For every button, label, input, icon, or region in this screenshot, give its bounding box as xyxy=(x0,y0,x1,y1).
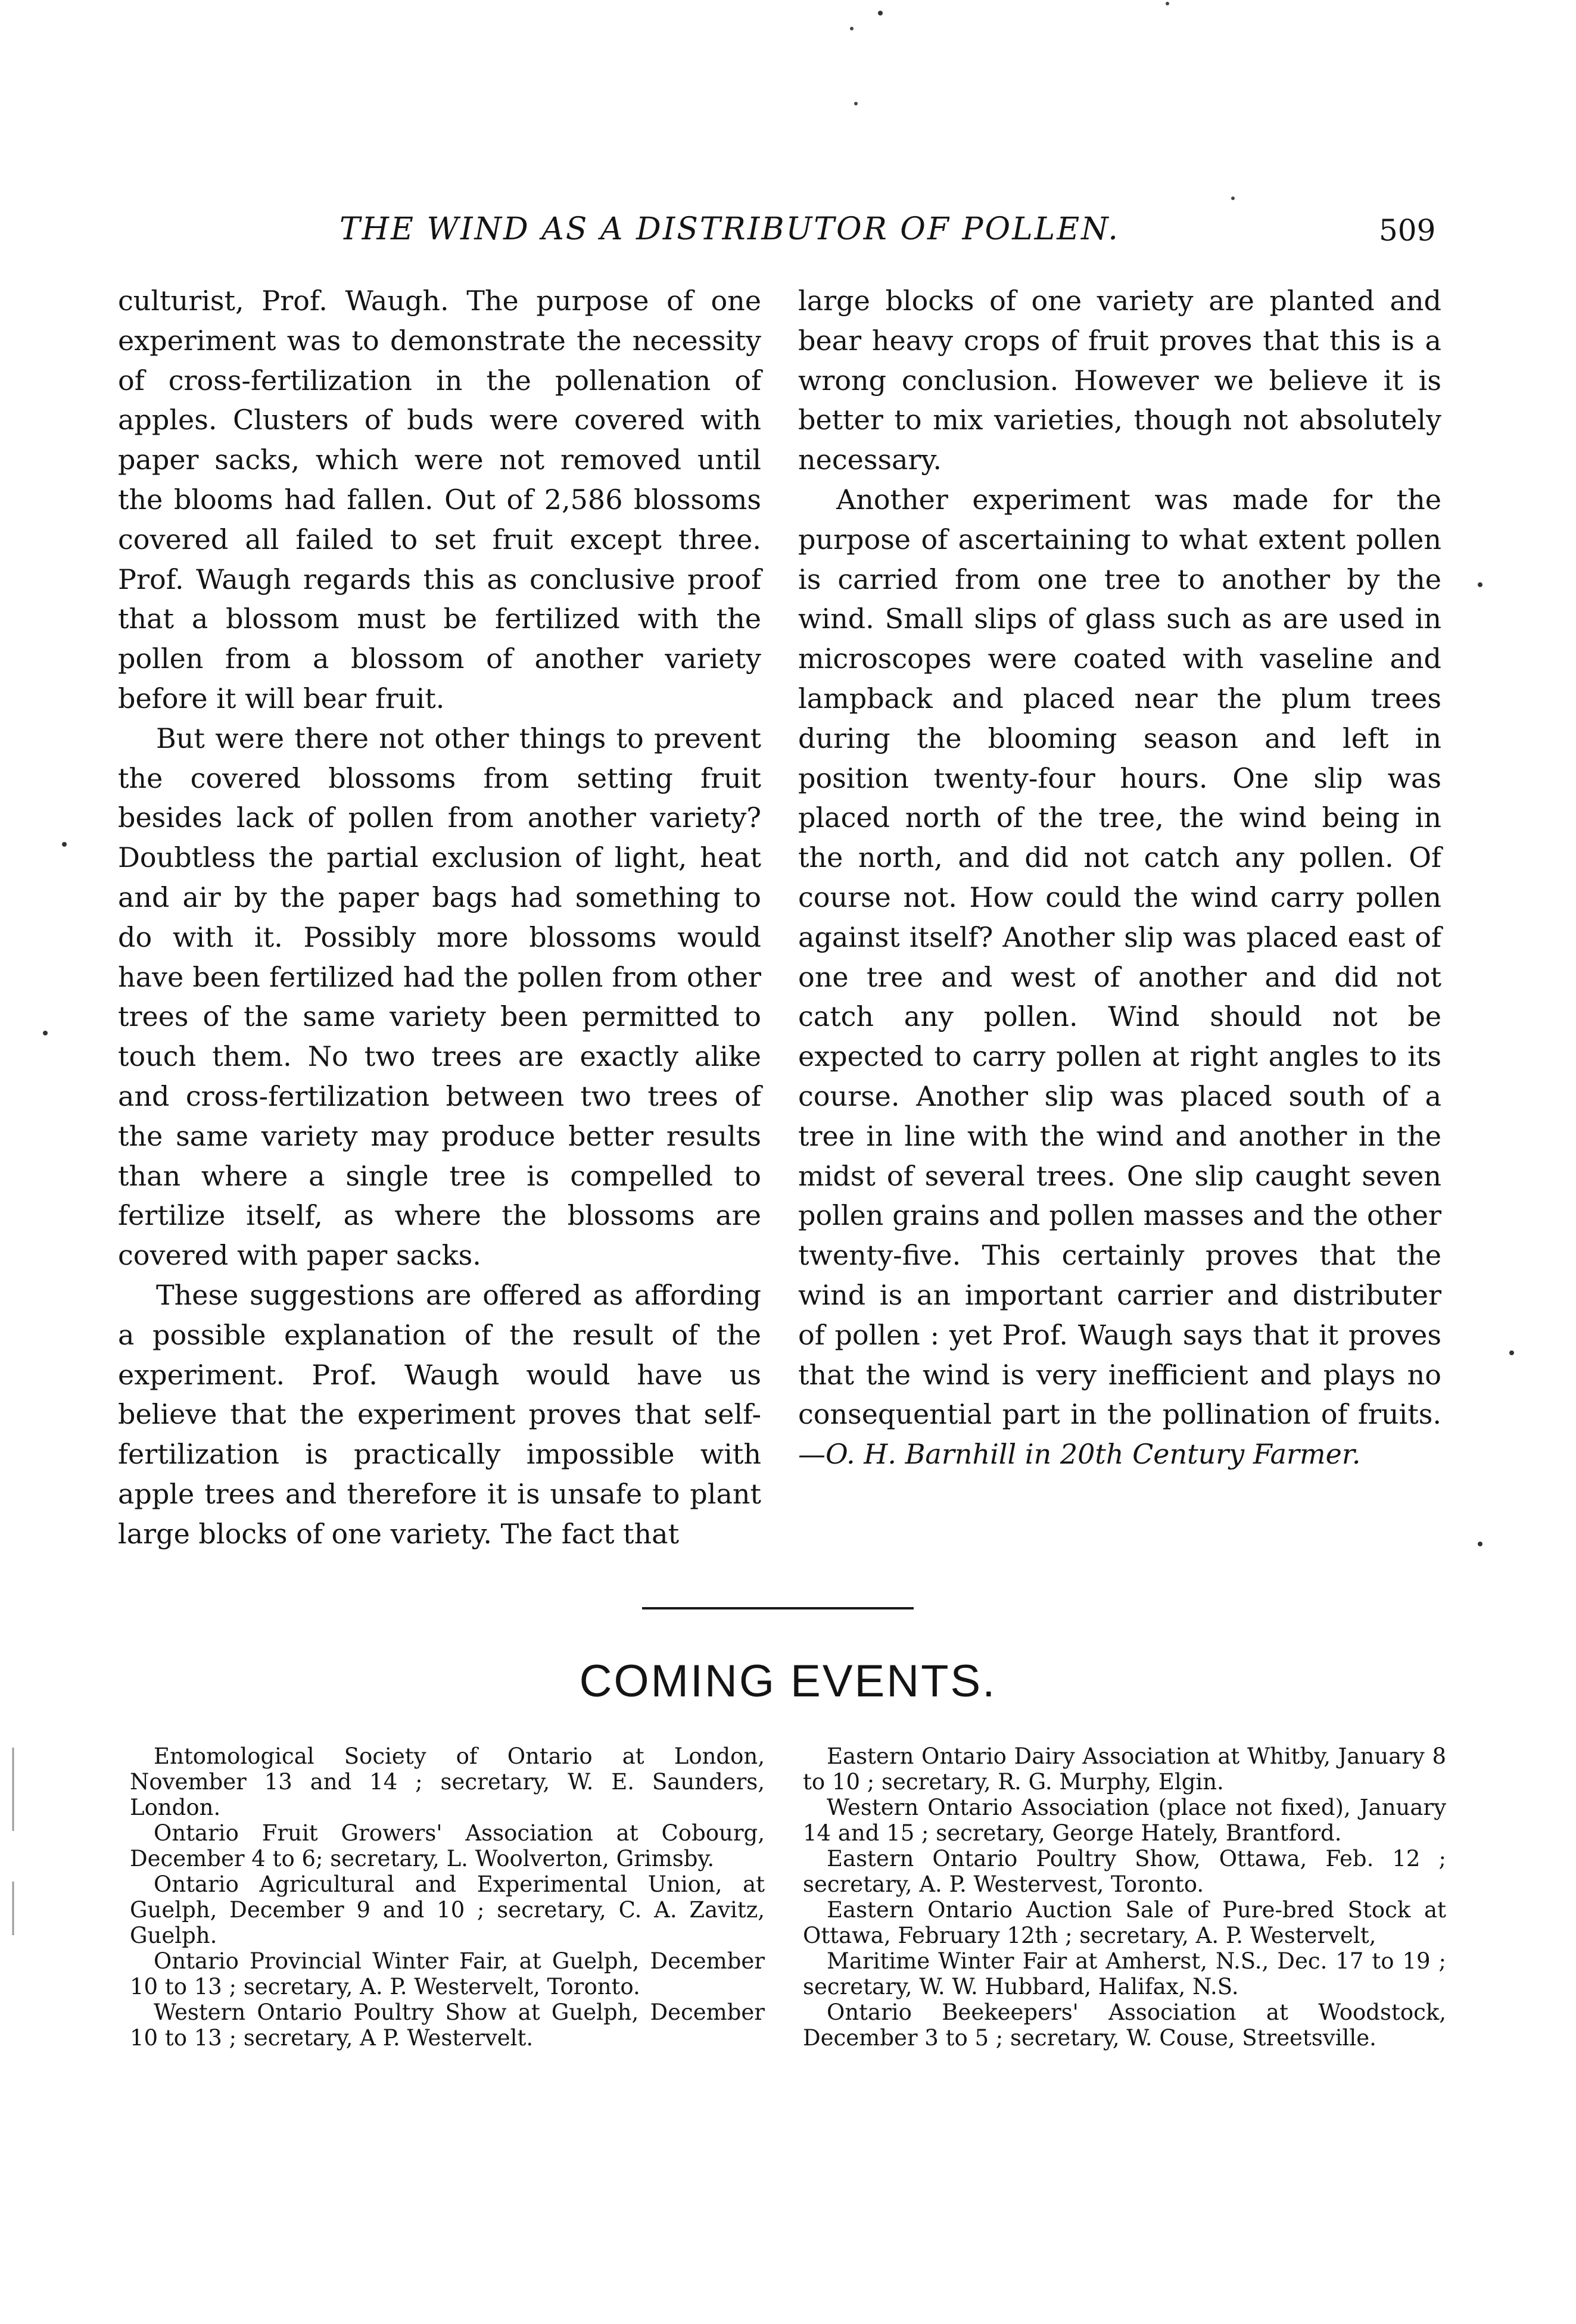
attribution-source: in 20th Century Farmer. xyxy=(1024,1438,1361,1471)
article-paragraph-text: Another experiment was made for the purpose of ascertaining to what extent pollen is carried from one tree to another by the wind. Small slips of glass such as are used in microscopes were coated with vaseline and lampback and placed near the plum trees during the blooming season and left in position twenty-four hours. One slip was placed north of the tree, the wind being in the north, and did not catch any pollen. Of course not. How could the wind carry pollen against itself? Another slip was placed east of one tree and west of another and did not catch any pollen. Wind should not be expected to carry pollen at right angles to its course. Another slip was placed south of a tree in line with the wind and another in the midst of several trees. One slip caught seven pollen grains and pollen masses and the other twenty-five. This certainly proves that the wind is an important carrier and distributer of pollen : yet Prof. Waugh says that it proves that the wind is very inefficient and plays no consequential part in the pollination of fruits. xyxy=(798,483,1441,1431)
events-left-column xyxy=(130,1743,765,2051)
article-left-column xyxy=(118,281,761,1554)
article-paragraph xyxy=(798,480,1441,1474)
event-entry: Eastern Ontario Auction Sale of Pure-bred Stock at Ottawa, February 12th ; secretary, A. P. Westervelt, xyxy=(803,1897,1446,1948)
events-right-column xyxy=(803,1743,1446,2051)
event-entry: Eastern Ontario Poultry Show, Ottawa, Feb. 12 ; secretary, A. P. Westervest, Toronto. xyxy=(803,1846,1446,1897)
event-entry: Western Ontario Poultry Show at Guelph, December 10 to 13 ; secretary, A P. Westervelt. xyxy=(130,1999,765,2051)
article-paragraph: culturist, Prof. Waugh. The purpose of one experiment was to demonstrate the necessity of cross-fertilization in the pollenation of apples. Clusters of buds were covered with paper sacks, which were not removed until the blooms had fallen. Out of 2,586 blossoms covered all failed to set fruit except three. Prof. Waugh regards this as conclusive proof that a blossom must be fertilized with the pollen from a blossom of another variety before it will bear fruit. xyxy=(118,285,761,715)
article-paragraph: These suggestions are offered as affording a possible explanation of the result of the experiment. Prof. Waugh would have us believe that the experiment proves that self-fertilization is practically impossible with apple trees and therefore it is unsafe to plant large blocks of one variety. The fact that xyxy=(118,1278,761,1550)
running-head: THE WIND AS A DISTRIBUTOR OF POLLEN. xyxy=(340,211,1120,247)
article-right-column xyxy=(798,281,1441,1474)
section-divider xyxy=(642,1607,914,1609)
event-entry: Maritime Winter Fair at Amherst, N.S., Dec. 17 to 19 ; secretary, W. W. Hubbard, Halifax, N.S. xyxy=(803,1948,1446,1999)
event-entry: Western Ontario Association (place not fixed), January 14 and 15 ; secretary, George Hately, Brantford. xyxy=(803,1795,1446,1846)
event-entry: Eastern Ontario Dairy Association at Whitby, January 8 to 10 ; secretary, R. G. Murphy, Elgin. xyxy=(803,1743,1446,1795)
attribution-author: —O. H. Barnhill xyxy=(798,1438,1017,1471)
page-number: 509 xyxy=(1379,213,1436,248)
event-entry: Entomological Society of Ontario at London, November 13 and 14 ; secretary, W. E. Saunders, London. xyxy=(130,1743,765,1820)
event-entry: Ontario Beekeepers' Association at Woodstock, December 3 to 5 ; secretary, W. Couse, Streetsville. xyxy=(803,1999,1446,2051)
event-entry: Ontario Provincial Winter Fair, at Guelph, December 10 to 13 ; secretary, A. P. Westervelt, Toronto. xyxy=(130,1948,765,1999)
event-entry: Ontario Agricultural and Experimental Union, at Guelph, December 9 and 10 ; secretary, C. A. Zavitz, Guelph. xyxy=(130,1871,765,1948)
event-entry: Ontario Fruit Growers' Association at Cobourg, December 4 to 6; secretary, L. Woolverton, Grimsby. xyxy=(130,1820,765,1871)
article-paragraph: But were there not other things to prevent the covered blossoms from setting fruit besides lack of pollen from another variety? Doubtless the partial exclusion of light, heat and air by the paper bags had something to do with it. Possibly more blossoms would have been fertilized had the pollen from other trees of the same variety been permitted to touch them. No two trees are exactly alike and cross-fertilization between two trees of the same variety may produce better results than where a single tree is compelled to fertilize itself, as where the blossoms are covered with paper sacks. xyxy=(118,722,761,1272)
section-title: COMING EVENTS. xyxy=(579,1656,997,1707)
article-paragraph: large blocks of one variety are planted and bear heavy crops of fruit proves that this is a wrong conclusion. However we believe it is better to mix varieties, though not absolutely necessary. xyxy=(798,285,1441,476)
